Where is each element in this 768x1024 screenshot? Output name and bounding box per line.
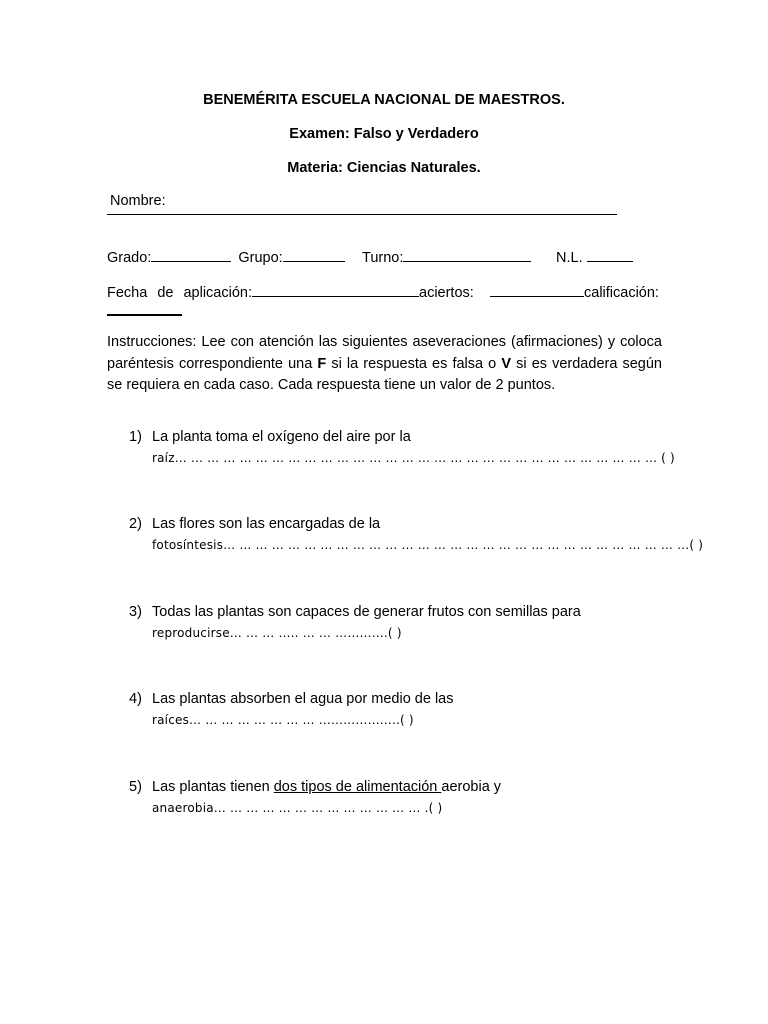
grade-group-row — [107, 246, 345, 266]
correct-label: aciertos: — [419, 285, 474, 301]
instructions-text-1: Instrucciones: Lee con atención las siguientes aseveraciones (afirmaciones) y coloca paréntesis correspondiente una — [107, 334, 662, 372]
school-title: BENEMÉRITA ESCUELA NACIONAL DE MAESTROS. — [203, 92, 565, 108]
question-answer-line[interactable]: fotosíntesis… … … … … … … … … … … … … … … … … … … … … … … … … … … … …( ) — [152, 538, 704, 552]
question-number: 2) — [129, 516, 142, 532]
question-number: 4) — [129, 691, 142, 707]
date-row — [107, 281, 474, 301]
question-number: 5) — [129, 779, 142, 795]
exam-title: Examen: Falso y Verdadero — [289, 126, 479, 142]
shift-line[interactable] — [403, 246, 531, 262]
question-number: 3) — [129, 604, 142, 620]
instructions-text-2: si la respuesta es falsa o — [326, 355, 502, 372]
group-line[interactable] — [283, 246, 345, 262]
grade-label: Grado: — [107, 250, 152, 266]
correct-line[interactable] — [490, 281, 584, 297]
question-answer-line[interactable]: raíces… … … … … … … … ………………..( ) — [152, 713, 414, 727]
list-number-label: N.L. — [556, 250, 583, 266]
question-text — [152, 779, 501, 795]
grade-score-line[interactable] — [107, 314, 182, 316]
question-answer-line[interactable]: reproducirse… … … ….. … … ………….( ) — [152, 626, 402, 640]
score-row — [490, 281, 659, 301]
question-text: Las flores son las encargadas de la — [152, 516, 381, 532]
question-text: Todas las plantas son capaces de generar frutos con semillas para — [152, 604, 581, 620]
grade-score-label: calificación: — [584, 285, 659, 301]
subject-title: Materia: Ciencias Naturales. — [287, 160, 481, 176]
list-number-line[interactable] — [587, 246, 633, 262]
group-label: Grupo: — [238, 250, 283, 266]
true-letter: V — [501, 355, 512, 372]
false-letter: F — [317, 355, 327, 372]
question-text-after: aerobia y — [441, 779, 502, 795]
name-label: Nombre: — [110, 193, 166, 209]
instructions-text-3: si es verdadera según se requiera en cada caso. Cada respuesta tiene un valor de 2 puntos. — [107, 355, 662, 393]
question-text-before: Las plantas tienen — [152, 779, 274, 795]
question-text-underlined: dos tipos de alimentación — [273, 779, 442, 795]
date-line[interactable] — [252, 281, 419, 297]
question-answer-line[interactable]: raíz… … … … … … … … … … … … … … … … … … … … … … … … … … … … … … ( ) — [152, 451, 675, 465]
date-label: Fecha de aplicación: — [107, 285, 252, 301]
question-text: Las plantas absorben el agua por medio de las — [152, 691, 454, 707]
name-line[interactable] — [107, 214, 617, 215]
shift-row — [362, 246, 531, 266]
list-number-row — [556, 246, 633, 266]
grade-line[interactable] — [151, 246, 231, 262]
shift-label: Turno: — [362, 250, 404, 266]
question-text: La planta toma el oxígeno del aire por la — [152, 429, 411, 445]
question-number: 1) — [129, 429, 142, 445]
instructions — [107, 332, 662, 397]
question-answer-line[interactable]: anaerobia… … … … … … … … … … … … … .( ) — [152, 801, 443, 815]
